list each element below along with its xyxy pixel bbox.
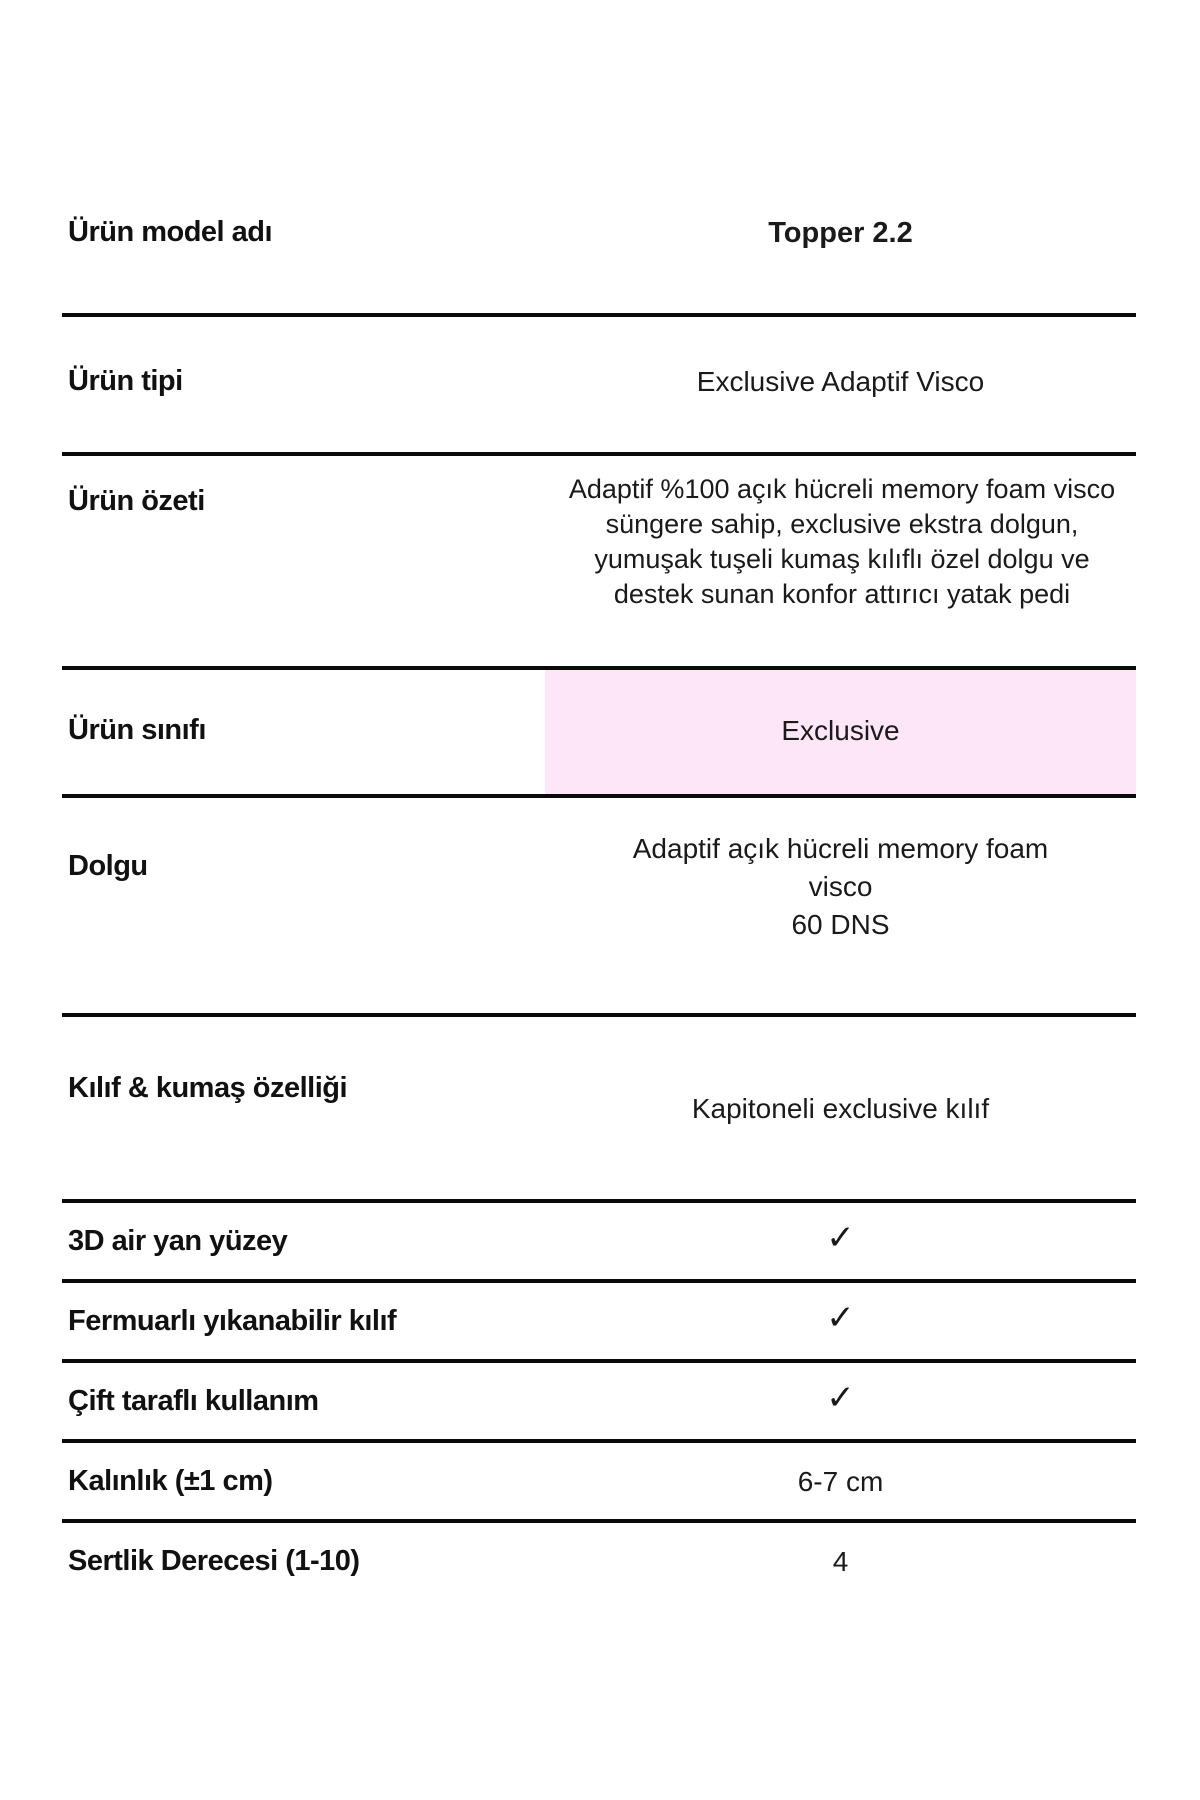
value-filling-line: 60 DNS: [791, 909, 890, 940]
label-product-type: Ürün tipi: [68, 365, 183, 397]
label-zipper-cover: Fermuarlı yıkanabilir kılıf: [68, 1305, 397, 1337]
row-divider: [62, 1359, 1136, 1363]
label-model-name: Ürün model adı: [68, 216, 273, 248]
row-divider: [62, 313, 1136, 317]
label-thickness: Kalınlık (±1 cm): [68, 1465, 273, 1497]
row-divider: [62, 794, 1136, 798]
checkmark-icon: ✓: [826, 1379, 855, 1417]
label-firmness: Sertlik Derecesi (1-10): [68, 1545, 360, 1577]
value-product-summary: Adaptif %100 açık hücreli memory foam visco süngere sahip, exclusive ekstra dolgun, yumuşak tuşeli kumaş kılıflı özel dolgu ve destek sunan konfor attırıcı yatak pedi: [568, 474, 1116, 609]
value-product-type: Exclusive Adaptif Visco: [696, 366, 985, 397]
label-double-sided: Çift taraflı kullanım: [68, 1385, 319, 1417]
value-thickness: 6-7 cm: [797, 1466, 884, 1497]
value-product-class: Exclusive: [781, 715, 900, 746]
value-cover-fabric: Kapitoneli exclusive kılıf: [691, 1093, 990, 1124]
value-model-name: Topper 2.2: [768, 217, 913, 249]
label-3d-air: 3D air yan yüzey: [68, 1225, 288, 1257]
label-cover-fabric: Kılıf & kumaş özelliği: [68, 1072, 348, 1104]
value-filling-line: Adaptif açık hücreli memory foam: [632, 833, 1049, 864]
value-firmness: 4: [832, 1546, 849, 1577]
label-filling: Dolgu: [68, 850, 148, 882]
checkmark-icon: ✓: [826, 1299, 855, 1337]
row-divider: [62, 452, 1136, 456]
label-product-summary: Ürün özeti: [68, 485, 205, 517]
row-divider: [62, 1519, 1136, 1523]
value-filling: [545, 830, 1136, 944]
row-divider: [62, 1279, 1136, 1283]
row-divider: [62, 1439, 1136, 1443]
checkmark-icon: ✓: [826, 1219, 855, 1257]
row-divider: [62, 1013, 1136, 1017]
value-filling-line: visco: [808, 871, 873, 902]
row-divider: [62, 1199, 1136, 1203]
label-product-class: Ürün sınıfı: [68, 714, 206, 746]
